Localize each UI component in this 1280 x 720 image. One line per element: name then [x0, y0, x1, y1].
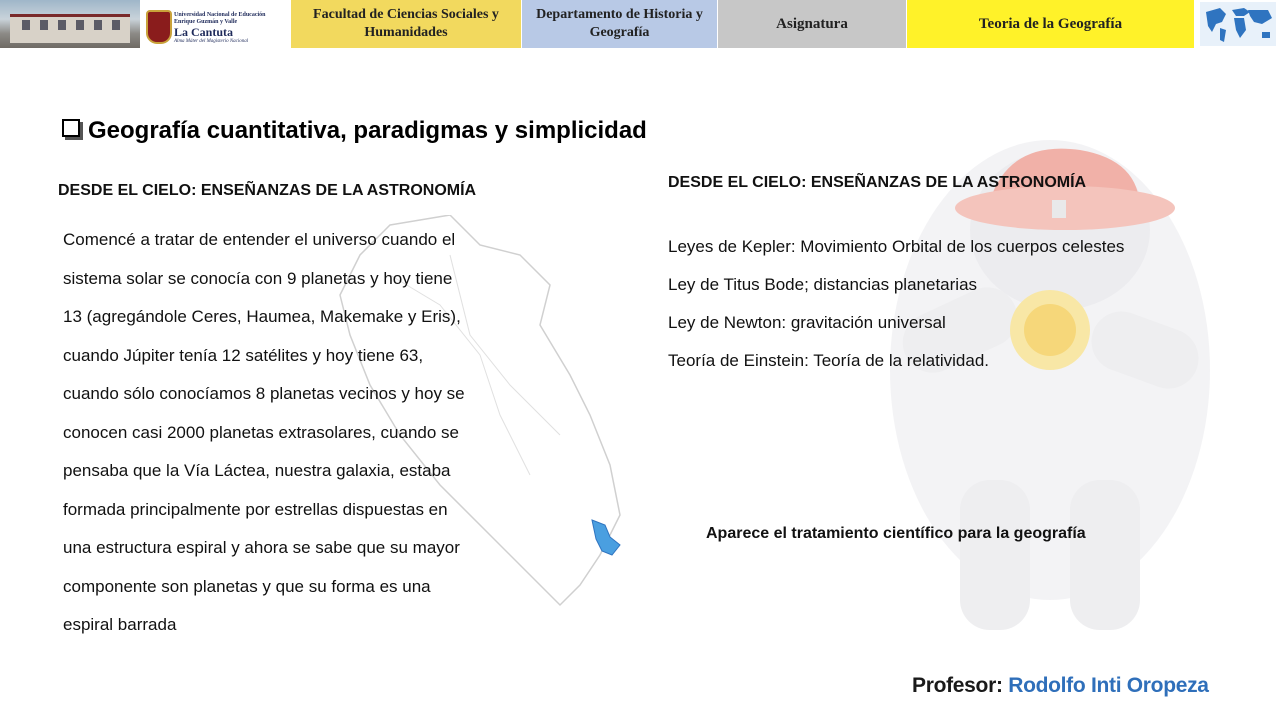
campus-photo — [0, 0, 140, 48]
white-figure-illustration — [780, 120, 1280, 660]
right-subtitle: DESDE EL CIELO: ENSEÑANZAS DE LA ASTRONOMÍA — [668, 174, 1087, 191]
body-line: Comencé a tratar de entender el universo cuando el — [63, 230, 456, 249]
campus-window — [94, 20, 102, 30]
department-box: Departamento de Historia y Geografía — [522, 0, 717, 48]
laws-list — [668, 228, 1124, 380]
university-line1: Universidad Nacional de Educación — [174, 12, 266, 18]
world-map-icon — [1200, 2, 1276, 46]
university-line3: La Cantuta — [174, 25, 234, 39]
body-line: cuando sólo conocíamos 8 planetas vecinos y hoy se — [63, 384, 465, 403]
slide-title-text: Geografía cuantitativa, paradigmas y simplicidad — [88, 117, 647, 144]
university-crest-icon — [146, 10, 172, 44]
left-body-text — [63, 221, 583, 645]
body-line: espiral barrada — [63, 615, 177, 634]
body-line: pensaba que la Vía Láctea, nuestra galaxia, estaba — [63, 461, 451, 480]
university-name — [174, 12, 284, 45]
body-line: componente son planetas y que su forma es una — [63, 576, 431, 596]
subject-box: Teoria de la Geografía — [907, 0, 1194, 48]
body-line: formada principalmente por estrellas dispuestas en — [63, 499, 448, 519]
campus-window — [58, 20, 66, 30]
body-line: sistema solar se conocía con 9 planetas y hoy tiene — [63, 268, 453, 288]
campus-window — [22, 20, 30, 30]
campus-window — [40, 20, 48, 30]
law-item-einstein: Teoría de Einstein: Teoría de la relatividad. — [668, 351, 989, 370]
body-line: 13 (agregándole Ceres, Haumea, Makemake y Eris), — [63, 307, 461, 326]
checkbox-bullet-icon — [62, 119, 80, 137]
professor-footer — [912, 674, 1209, 698]
slide-title — [62, 117, 647, 145]
body-line: cuando Júpiter tenía 12 satélites y hoy tiene 63, — [63, 345, 424, 365]
left-subtitle: DESDE EL CIELO: ENSEÑANZAS DE LA ASTRONOMÍA — [58, 182, 477, 199]
conclusion-text: Aparece el tratamiento científico para la geografía — [706, 525, 1086, 542]
professor-name: Rodolfo Inti Oropeza — [1008, 674, 1209, 697]
law-item-titus-bode: Ley de Titus Bode; distancias planetarias — [668, 275, 978, 294]
campus-window — [112, 20, 120, 30]
law-item-kepler: Leyes de Kepler: Movimiento Orbital de los cuerpos celestes — [668, 237, 1125, 256]
university-line2: Enrique Guzmán y Valle — [174, 19, 238, 25]
header-banner — [0, 0, 1280, 50]
university-motto: Alma Máter del Magisterio Nacional — [174, 39, 249, 44]
body-line: conocen casi 2000 planetas extrasolares, cuando se — [63, 422, 459, 442]
subject-label-box: Asignatura — [718, 0, 906, 48]
professor-label: Profesor: — [912, 674, 1003, 697]
law-item-newton: Ley de Newton: gravitación universal — [668, 313, 946, 332]
faculty-box: Facultad de Ciencias Sociales y Humanidades — [291, 0, 521, 48]
campus-window — [76, 20, 84, 30]
body-line: una estructura espiral y ahora se sabe que su mayor — [63, 538, 460, 557]
